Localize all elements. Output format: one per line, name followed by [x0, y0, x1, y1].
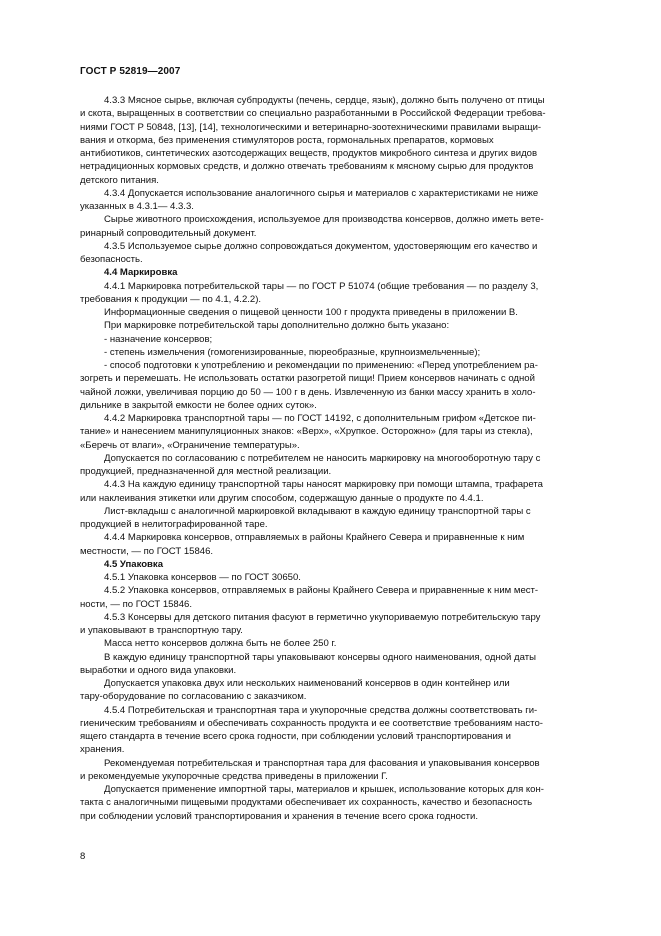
paragraph-4-5-1: 4.5.1 Упаковка консервов — по ГОСТ 30650.	[104, 572, 301, 583]
paragraph-4-4-3: 4.4.3 На каждую единицу транспортной тары наносят маркировку при помощи штампа, трафарета или наклеивания этикетки или другим способом, содержащую данные о продукте по 4.4.1.	[80, 479, 543, 504]
list-item-grinding-degree: - степень измельчения (гомогенизированные, пюреобразные, крупноизмельченные);	[104, 346, 481, 358]
document-header-code: ГОСТ Р 52819—2007	[80, 66, 181, 77]
paragraph-4-5-4: 4.5.4 Потребительская и транспортная тара и укупорочные средства должны соответствовать ги- гиеническим требованиям и обеспечивать сохранность продукта и ее соответствие требованиям насто- ящего стандарта в течение всего срока годности, при соблюдении условий транспортирования и хранения.	[80, 704, 543, 756]
paragraph-nutrition-info: Информационные сведения о пищевой ценности 100 г продукта приведены в приложении В.	[104, 307, 518, 318]
list-item-preparation-method: - способ подготовки к употреблению и рекомендации по применению: «Перед употреблением ра- зогреть и перемешать. Не использовать остатки разогретой пищи! Прием консервов начинать с одной чайной ложки, увеличивая порцию до 50 — 100 г в день. Извлеченную из банки массу хранить в холо- дильнике в закрытой емкости не более одних суток».	[80, 360, 538, 411]
paragraph-4-3-3: 4.3.3 Мясное сырье, включая субпродукты (печень, сердце, язык), должно быть получено от птицы и скота, выращенных в соответствии со специально разработанными в Российской Федерации требова- ниями ГОСТ Р 50848, [13], [14], технологическими и ветеринарно-зоотехническими правилами выращи- вания и откорма, без применения стимуляторов роста, гормональных препаратов, кормовых антибиотиков, синтетических азотсодержащих веществ, продуктов микробного синтеза и других видов нетрадиционных кормовых средств, и должно отвечать требованиям к мясному сырью для продуктов детского питания.	[80, 95, 546, 186]
paragraph-4-5-3: 4.5.3 Консервы для детского питания фасуют в герметично укупориваемую потребительскую тару и упаковывают в транспортную тару.	[80, 611, 541, 636]
paragraph-4-4-1: 4.4.1 Маркировка потребительской тары — по ГОСТ Р 51074 (общие требования — по разделу 3, требования к продукции — по 4.1, 4.2.2).	[80, 280, 539, 305]
paragraph-multiple-names: Допускается упаковка двух или нескольких наименований консервов в один контейнер или тару-оборудование по согласованию с заказчиком.	[80, 678, 510, 703]
paragraph-consumer-labeling: При маркировке потребительской тары дополнительно должно быть указано:	[104, 320, 450, 332]
page-number: 8	[80, 851, 86, 862]
list-item-purpose: - назначение консервов;	[104, 333, 213, 345]
paragraph-4-3-5: 4.3.5 Используемое сырье должно сопровождаться документом, удостоверяющим его качество и безопасность.	[80, 240, 538, 265]
paragraph-recommended-container: Рекомендуемая потребительская и транспортная тара для фасования и упаковывания консервов и рекомендуемые укупорочные средства приведены в приложении Г.	[80, 757, 540, 782]
section-heading-4-4: 4.4 Маркировка	[104, 267, 178, 279]
paragraph-insert-sheet: Лист-вкладыш с аналогичной маркировкой вкладывают в каждую единицу транспортной тары с продукцией в нелитографированной таре.	[80, 505, 531, 530]
section-heading-4-5: 4.5 Упаковка	[104, 558, 164, 570]
paragraph-animal-raw-material: Сырье животного происхождения, используемое для производства консервов, должно иметь вете- ринарный сопроводительный документ.	[80, 214, 544, 239]
paragraph-transport-unit: В каждую единицу транспортной тары упаковывают консервы одного наименования, одной даты выработки и одного вида упаковки.	[80, 651, 536, 676]
paragraph-imported-container: Допускается применение импортной тары, материалов и крышек, использование которых для кон- такта с аналогичными пищевыми продуктами обеспечивает их сохранность, качество и безопасность при соблюдении условий транспортирования и хранения в течение всего срока годности.	[80, 784, 544, 822]
paragraph-4-4-4: 4.4.4 Маркировка консервов, отправляемых в районы Крайнего Севера и приравненные к ним местности, — по ГОСТ 15846.	[80, 532, 525, 557]
paragraph-reusable-container: Допускается по согласованию с потребителем не наносить маркировку на многооборотную тару с продукцией, предназначенной для местной реализации.	[80, 452, 541, 477]
document-body	[80, 94, 584, 823]
paragraph-4-5-2: 4.5.2 Упаковка консервов, отправляемых в районы Крайнего Севера и приравненные к ним мест- ности, — по ГОСТ 15846.	[80, 585, 539, 610]
paragraph-4-3-4: 4.3.4 Допускается использование аналогичного сырья и материалов с характеристиками не ниже указанных в 4.3.1— 4.3.3.	[80, 187, 539, 212]
paragraph-net-mass: Масса нетто консервов должна быть не более 250 г.	[104, 638, 337, 650]
paragraph-4-4-2: 4.4.2 Маркировка транспортной тары — по ГОСТ 14192, с дополнительным грифом «Детское пи- тание» и нанесением манипуляционных знаков: «Верх», «Хрупкое. Осторожно» (для тары из стекла), «Беречь от влаги», «Ограничение температуры».	[80, 413, 536, 451]
